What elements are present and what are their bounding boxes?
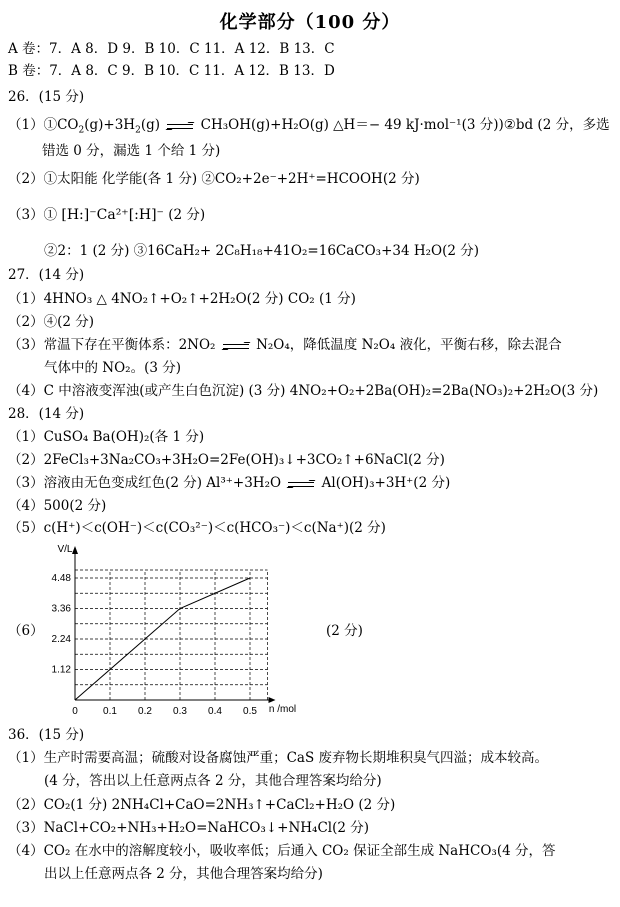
page-title: 化学部分（100 分） — [219, 12, 401, 33]
q27-part4: （4）C 中溶液变浑浊(或产生白色沉淀) (3 分) 4NO₂+O₂+2Ba(OH)₂=2Ba(NO₃)₂+2H₂O(3 分) — [8, 383, 599, 399]
y-tick-label: 2.24 — [51, 634, 71, 645]
q36-part4-line1: （4）CO₂ 在水中的溶解度较小，吸收率低；后通入 CO₂ 保证全部生成 NaHCO₃(4 分，答 — [8, 843, 556, 859]
reversible-arrow-icon — [167, 122, 193, 130]
y-axis-arrow-icon — [72, 546, 78, 554]
q27-part3-line1 — [8, 336, 562, 354]
q28-part4: （4）500(2 分) — [8, 498, 107, 514]
x-axis-label: n /mol — [268, 704, 297, 715]
q28-3-pre: （3）溶液由无色变成红色(2 分) Al³⁺+3H₂O — [8, 475, 282, 491]
q26-part3-line2: ②2：1 (2 分) ③16CaH₂+ 2C₈H₁₈+41O₂=16CaCO₃+34 H₂O(2 分) — [44, 243, 480, 259]
x-tick-label: 0.4 — [208, 706, 222, 717]
q28-part6-label: （6） — [8, 623, 44, 639]
q36-part2: （2）CO₂(1 分) 2NH₄Cl+CaO=2NH₃↑+CaCl₂+H₂O (2 分) — [8, 797, 396, 813]
q28-part3 — [8, 474, 450, 492]
q27-heading: 27．(14 分) — [8, 267, 85, 283]
x-axis-arrow-icon — [269, 697, 276, 703]
q26-1-post: CH₃OH(g)+H₂O(g) △H＝− 49 kJ·mol⁻¹(3 分))②bd (2 分，多选 — [200, 117, 610, 133]
b-answers: B 卷：7．A 8．C 9．B 10．C 11．A 12．B 13．D — [8, 63, 335, 79]
q26-1-mid2: (g) — [140, 117, 161, 133]
q28-3-post: Al(OH)₃+3H⁺(2 分) — [321, 475, 451, 491]
q28-heading: 28．(14 分) — [8, 406, 85, 422]
a-answers: A 卷：7．A 8．D 9．B 10．C 11．A 12．B 13．C — [8, 41, 335, 57]
reversible-arrow-icon — [288, 480, 314, 488]
q26-heading: 26．(15 分) — [8, 89, 85, 105]
q36-part3: （3）NaCl+CO₂+NH₃+H₂O=NaHCO₃↓+NH₄Cl(2 分) — [8, 820, 370, 836]
x-tick-label: 0.1 — [103, 706, 117, 717]
y-tick-label: 3.36 — [51, 603, 71, 615]
q27-part1: （1）4HNO₃ △ 4NO₂↑+O₂↑+2H₂O(2 分) CO₂ (1 分) — [8, 291, 356, 307]
q36-heading: 36．(15 分) — [8, 727, 85, 743]
q26-3-pre: （3）① — [8, 207, 58, 223]
q26-3-score: (2 分) — [168, 207, 206, 223]
q28-part1: （1）CuSO₄ Ba(OH)₂(各 1 分) — [8, 429, 205, 445]
cah2-formula: [H:]⁻Ca²⁺[:H]⁻ — [61, 207, 164, 223]
q26-part3-line1 — [8, 206, 205, 224]
q27-part2: （2）④(2 分) — [8, 314, 95, 330]
y-tick-label: 4.48 — [51, 573, 71, 584]
q26-part1-line1: $(1)①CO_2(g)+3H_2(g)$ CH₃OH(g)+H₂O(g) △H＝− 49 kJ·mol⁻¹(3 分))②bd (2 分，多选 — [8, 117, 610, 136]
x-tick-label: 0.2 — [138, 706, 152, 717]
x-tick-label: 0 — [72, 706, 78, 717]
q27-3-post: N₂O₄，降低温度 N₂O₄ 液化，平衡右移，除去混合 — [256, 337, 562, 353]
q26-1-mid: (g)+3H — [84, 117, 136, 133]
q26-part1-line2: 错选 0 分，漏选 1 个给 1 分) — [42, 143, 221, 159]
q28-part6-score: (2 分) — [326, 623, 363, 639]
y-tick-label: 1.12 — [51, 664, 71, 676]
q26-1-pre: （1）①CO — [8, 117, 79, 133]
reversible-arrow-icon — [223, 342, 249, 350]
q28-part5: （5）c(H⁺)＜c(OH⁻)＜c(CO₃²⁻)＜c(HCO₃⁻)＜c(Na⁺)(2 分) — [8, 520, 386, 536]
q26-part2: （2）①太阳能 化学能(各 1 分) ②CO₂+2e⁻+2H⁺=HCOOH(2 分) — [8, 171, 420, 187]
x-tick-label: 0.5 — [243, 706, 257, 717]
volume-vs-moles-chart — [40, 540, 320, 720]
q36-part4-line2: 出以上任意两点各 2 分，其他合理答案均给分) — [44, 866, 323, 882]
y-axis-label: V/L — [57, 544, 73, 555]
x-tick-label: 0.3 — [173, 706, 187, 717]
q27-3-pre: （3）常温下存在平衡体系：2NO₂ — [8, 337, 216, 353]
q36-part1-line1: （1）生产时需要高温；硫酸对设备腐蚀严重；CaS 废弃物长期堆积臭气四溢；成本较高。 — [8, 750, 549, 766]
q36-part1-line2: (4 分，答出以上任意两点各 2 分，其他合理答案均给分) — [44, 773, 382, 789]
q28-part2: （2）2FeCl₃+3Na₂CO₃+3H₂O=2Fe(OH)₃↓+3CO₂↑+6NaCl(2 分) — [8, 452, 445, 468]
q27-part3-line2: 气体中的 NO₂。(3 分) — [44, 360, 181, 376]
